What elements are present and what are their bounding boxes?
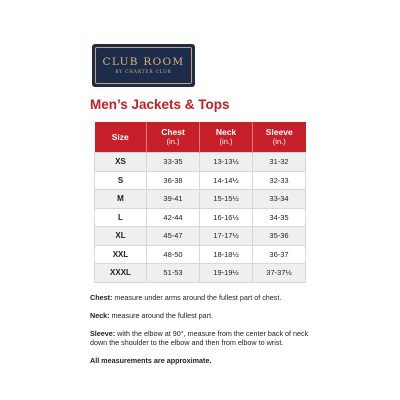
size-cell: L — [95, 208, 147, 227]
header-label: Sleeve — [265, 127, 293, 137]
table-row — [95, 171, 306, 190]
table-header — [95, 122, 306, 153]
neck-cell: 19-19½ — [200, 264, 253, 283]
sleeve-cell: 36-37 — [253, 245, 306, 264]
header-sleeve — [253, 122, 306, 153]
chest-cell: 42-44 — [147, 208, 200, 227]
sleeve-cell: 33-34 — [253, 190, 306, 209]
sleeve-cell: 34-35 — [253, 208, 306, 227]
size-cell: M — [95, 190, 147, 209]
neck-cell: 18-18½ — [200, 245, 253, 264]
chest-cell: 36-38 — [147, 171, 200, 190]
neck-cell: 13-13½ — [200, 153, 253, 172]
header-label: Chest — [161, 127, 185, 137]
neck-cell: 17-17½ — [200, 227, 253, 246]
header-label: Neck — [215, 127, 237, 137]
club-room-logo — [92, 44, 195, 87]
neck-cell: 14-14½ — [200, 171, 253, 190]
header-row — [95, 122, 306, 153]
neck-cell: 15-15½ — [200, 190, 253, 209]
sleeve-cell: 31-32 — [253, 153, 306, 172]
table-row — [95, 153, 306, 172]
header-unit: (in.) — [166, 137, 180, 146]
measurement-notes — [90, 293, 318, 365]
sleeve-cell: 35-36 — [253, 227, 306, 246]
note-sleeve — [90, 329, 318, 348]
chest-cell: 33-35 — [147, 153, 200, 172]
note-text: measure under arms around the fullest part of chest. — [112, 293, 282, 302]
size-cell: XS — [95, 153, 147, 172]
sleeve-cell: 32-33 — [253, 171, 306, 190]
table-row — [95, 245, 306, 264]
header-unit: (in.) — [272, 137, 286, 146]
note-neck — [90, 311, 318, 320]
note-term: Chest: — [90, 293, 113, 302]
header-size — [95, 122, 147, 153]
logo-brand: CLUB ROOM — [102, 56, 185, 68]
table-body — [95, 153, 306, 283]
table-row — [95, 208, 306, 227]
size-cell: XXXL — [95, 264, 147, 283]
table-row — [95, 264, 306, 283]
size-chart-table — [94, 122, 306, 283]
sleeve-cell: 37-37½ — [253, 264, 306, 283]
neck-cell: 16-16½ — [200, 208, 253, 227]
note-chest — [90, 293, 318, 302]
chest-cell: 39-41 — [147, 190, 200, 209]
size-cell: S — [95, 171, 147, 190]
header-chest — [147, 122, 200, 153]
table-row — [95, 227, 306, 246]
size-cell: XXL — [95, 245, 147, 264]
note-text: measure around the fullest part. — [109, 310, 214, 320]
note-term: Sleeve: — [90, 328, 116, 338]
size-cell: XL — [95, 227, 147, 246]
note-text: with the elbow at 90°, measure from the center back of neck down the shoulder to the elbow and then from elbow to wrist. — [90, 328, 309, 347]
header-label: Size — [111, 132, 129, 142]
logo-frame — [95, 47, 192, 84]
chest-cell: 48-50 — [147, 245, 200, 264]
note-approximate: All measurements are approximate. — [90, 355, 212, 365]
chest-cell: 45-47 — [147, 227, 200, 246]
table-row — [95, 190, 306, 209]
logo-tagline: BY CHARTER CLUB — [115, 69, 172, 74]
note-term: Neck: — [90, 310, 110, 320]
header-neck — [200, 122, 253, 153]
page-title: Men’s Jackets & Tops — [90, 97, 230, 112]
chest-cell: 51-53 — [147, 264, 200, 283]
header-unit: (in.) — [219, 137, 233, 146]
